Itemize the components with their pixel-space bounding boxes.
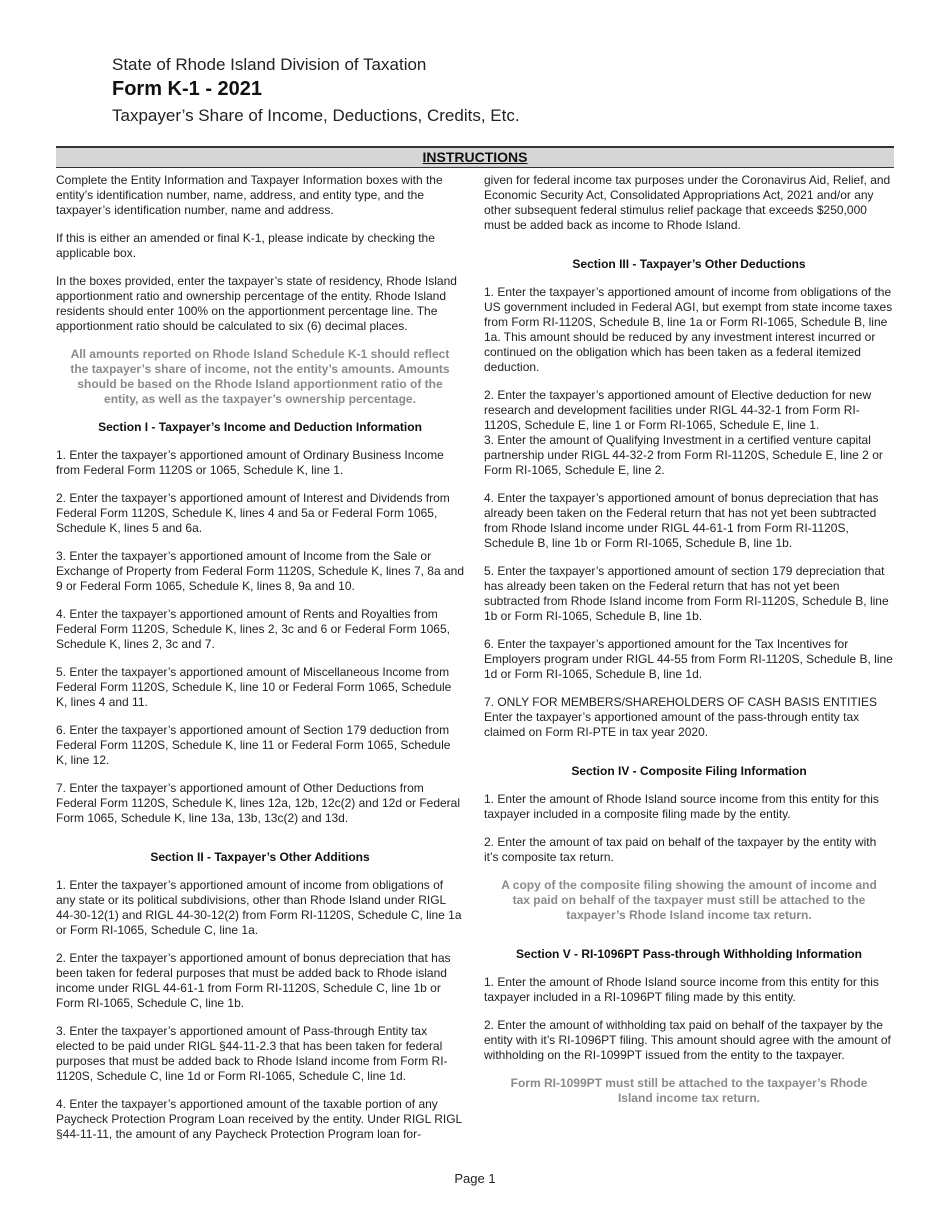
section-2-item: 4. Enter the taxpayer’s apportioned amount of the taxable portion of any Paycheck Protection Program Loan received by the entity. Under RIGL RIGL §44-11-11, the amount of any Paycheck Protection Program loan for- xyxy=(56,1097,462,1141)
page-number: Page 1 xyxy=(454,1171,496,1186)
section-2-item: 1. Enter the taxpayer’s apportioned amount of income from obligations of any state or its political subdivisions, other than Rhode Island under RIGL 44-30-12(1) and RIGL 44-30-12(2) from Form RI-1120S, Schedule C, line 1a or Form RI-1065, Schedule C, line 1a. xyxy=(56,878,462,937)
section-3-item: 1. Enter the taxpayer’s apportioned amount of income from obligations of the US government included in Federal AGI, but exempt from state income taxes from Form RI-1120S, Schedule B, line 1a or Form RI-1065, Schedule B, line 1a. This amount should be reduced by any investment interest incurred or continued on the obligation which has been taken as a federal itemized deduction. xyxy=(484,285,893,374)
section-1-title: Section I - Taxpayer’s Income and Deduction Information xyxy=(98,420,422,434)
section-3-item: 3. Enter the amount of Qualifying Investment in a certified venture capital partnership under RIGL 44-32-2 from Form RI-1120S, Schedule E, line 2 or Form RI-1065, Schedule E, line 2. xyxy=(484,433,883,477)
section-3-item-7 xyxy=(484,695,894,740)
right-column xyxy=(484,173,894,1119)
section-2-item: 2. Enter the taxpayer’s apportioned amount of bonus depreciation that has been taken for federal purposes that must be added back to Rhode island income under RIGL 44-61-1 from Form RI-1120S, Schedule C, line 1b or Form RI-1065, Schedule C, line 1b. xyxy=(56,951,451,1010)
form-subtitle: Taxpayer’s Share of Income, Deductions, Credits, Etc. xyxy=(112,106,520,125)
left-column xyxy=(56,173,464,1155)
ri-1099pt-note: Form RI-1099PT must still be attached to the taxpayer’s Rhode Island income tax return. xyxy=(510,1076,868,1105)
section-2-item: 3. Enter the taxpayer’s apportioned amount of Pass-through Entity tax elected to be paid under RIGL §44-11-2.3 that has been taken for federal purposes that must be added back to Rhode Island income from Form RI-1120S, Schedule C, line 1d or Form RI-1065, Schedule C, line 1d. xyxy=(56,1024,448,1083)
form-title: Form K-1 - 2021 xyxy=(112,78,263,100)
section-4-item: 2. Enter the amount of tax paid on behalf of the taxpayer by the entity with it’s composite tax return. xyxy=(484,835,877,864)
section-1-item: 6. Enter the taxpayer’s apportioned amount of Section 179 deduction from Federal Form 1120S, Schedule K, line 11 or Federal Form 1065, Schedule K, line 12. xyxy=(56,723,451,767)
agency-name: State of Rhode Island Division of Taxation xyxy=(112,55,427,74)
section-1-item: 7. Enter the taxpayer’s apportioned amount of Other Deductions from Federal Form 1120S, Schedule K, lines 12a, 12b, 12c(2) and 12d or Federal Form 1065, Schedule K, line 13a, 13b, 13c(2) and 13d. xyxy=(56,781,461,825)
section-5-item: 1. Enter the amount of Rhode Island source income from this entity for this taxpayer included in a RI-1096PT filing made by this entity. xyxy=(484,975,879,1004)
section-1-item: 3. Enter the taxpayer’s apportioned amount of Income from the Sale or Exchange of Property from Federal Form 1120S, Schedule K, lines 7, 8a and 9 or Federal Form 1065, Schedule K, lines 8, 9a and 10. xyxy=(56,549,464,593)
continuation-paragraph: given for federal income tax purposes under the Coronavirus Aid, Relief, and Economic Security Act, Consolidated Appropriations Act, 2021 and/or any other subsequent federal stimulus relief package that exceeds $250,000 must be added back as income to Rhode Island. xyxy=(484,173,891,232)
intro-paragraph: Complete the Entity Information and Taxpayer Information boxes with the entity’s identification number, name, address, and entity type, and the taxpayer’s identification number, name and address. xyxy=(56,173,443,217)
item-7-text: Enter the taxpayer’s apportioned amount of the pass-through entity tax claimed on Form RI-PTE in tax year 2020. xyxy=(484,710,860,739)
composite-note: A copy of the composite filing showing the amount of income and tax paid on behalf of the taxpayer must still be attached to the taxpayer’s Rhode Island income tax return. xyxy=(501,878,877,922)
item-7-heading: 7. ONLY FOR MEMBERS/SHAREHOLDERS OF CASH BASIS ENTITIES xyxy=(484,695,877,709)
section-4-item: 1. Enter the amount of Rhode Island source income from this entity for this taxpayer included in a composite filing made by the entity. xyxy=(484,792,879,821)
section-2-title: Section II - Taxpayer’s Other Additions xyxy=(150,850,370,864)
intro-paragraph: If this is either an amended or final K-1, please indicate by checking the applicable box. xyxy=(56,231,435,260)
intro-paragraph: In the boxes provided, enter the taxpayer’s state of residency, Rhode Island apportionment ratio and ownership percentage of the entity. Rhode Island residents should enter 100% on the apportionment percentage line. The apportionment ratio should be calculated to six (6) decimal places. xyxy=(56,274,457,333)
section-3-item: 4. Enter the taxpayer’s apportioned amount of bonus depreciation that has already been taken on the Federal return that has not yet been subtracted from Rhode Island income under RIGL 44-61-1 from Form RI-1120S, Schedule B, line 1b or Form RI-1065, Schedule B, line 1b. xyxy=(484,491,879,550)
section-4-title: Section IV - Composite Filing Information xyxy=(571,764,807,778)
section-1-item: 5. Enter the taxpayer’s apportioned amount of Miscellaneous Income from Federal Form 1120S, Schedule K, line 10 or Federal Form 1065, Schedule K, lines 4 and 11. xyxy=(56,665,452,709)
amounts-note: All amounts reported on Rhode Island Schedule K-1 should reflect the taxpayer’s share of income, not the entity’s amounts. Amounts should be based on the Rhode Island apportionment ratio of the entity, as well as the taxpayer’s ownership percentage. xyxy=(70,347,450,406)
section-3-item: 2. Enter the taxpayer’s apportioned amount of Elective deduction for new research and development facilities under RIGL 44-32-1 from Form RI-1120S, Schedule E, line 1 or Form RI-1065, Schedule E, line 1. xyxy=(484,388,872,432)
section-5-title: Section V - RI-1096PT Pass-through Withholding Information xyxy=(516,947,862,961)
section-3-item: 6. Enter the taxpayer’s apportioned amount for the Tax Incentives for Employers program under RIGL 44-55 from Form RI-1120S, Schedule B, line 1d or Form RI-1065, Schedule B, line 1d. xyxy=(484,637,893,681)
section-1-item: 1. Enter the taxpayer’s apportioned amount of Ordinary Business Income from Federal Form 1120S or 1065, Schedule K, line 1. xyxy=(56,448,444,477)
section-5-item: 2. Enter the amount of withholding tax paid on behalf of the taxpayer by the entity with it’s RI-1096PT filing. This amount should agree with the amount of withholding on the RI-1099PT issued from the entity to the taxpayer. xyxy=(484,1018,891,1062)
section-1-item: 4. Enter the taxpayer’s apportioned amount of Rents and Royalties from Federal Form 1120S, Schedule K, lines 2, 3c and 6 or Federal Form 1065, Schedule K, lines 2, 3c and 7. xyxy=(56,607,450,651)
section-3-item: 5. Enter the taxpayer’s apportioned amount of section 179 depreciation that has already been taken on the Federal return that has not yet been subtracted from Rhode Island income from Form RI-1120S, Schedule B, line 1b or Form RI-1065, Schedule B, line 1b. xyxy=(484,564,889,623)
instructions-heading: INSTRUCTIONS xyxy=(422,149,528,165)
section-1-item: 2. Enter the taxpayer’s apportioned amount of Interest and Dividends from Federal Form 1120S, Schedule K, lines 4 and 5a or Federal Form 1065, Schedule K, lines 5 and 6a. xyxy=(56,491,450,535)
form-header xyxy=(112,54,520,128)
section-3-title: Section III - Taxpayer’s Other Deductions xyxy=(572,257,806,271)
instructions-banner xyxy=(56,146,894,168)
